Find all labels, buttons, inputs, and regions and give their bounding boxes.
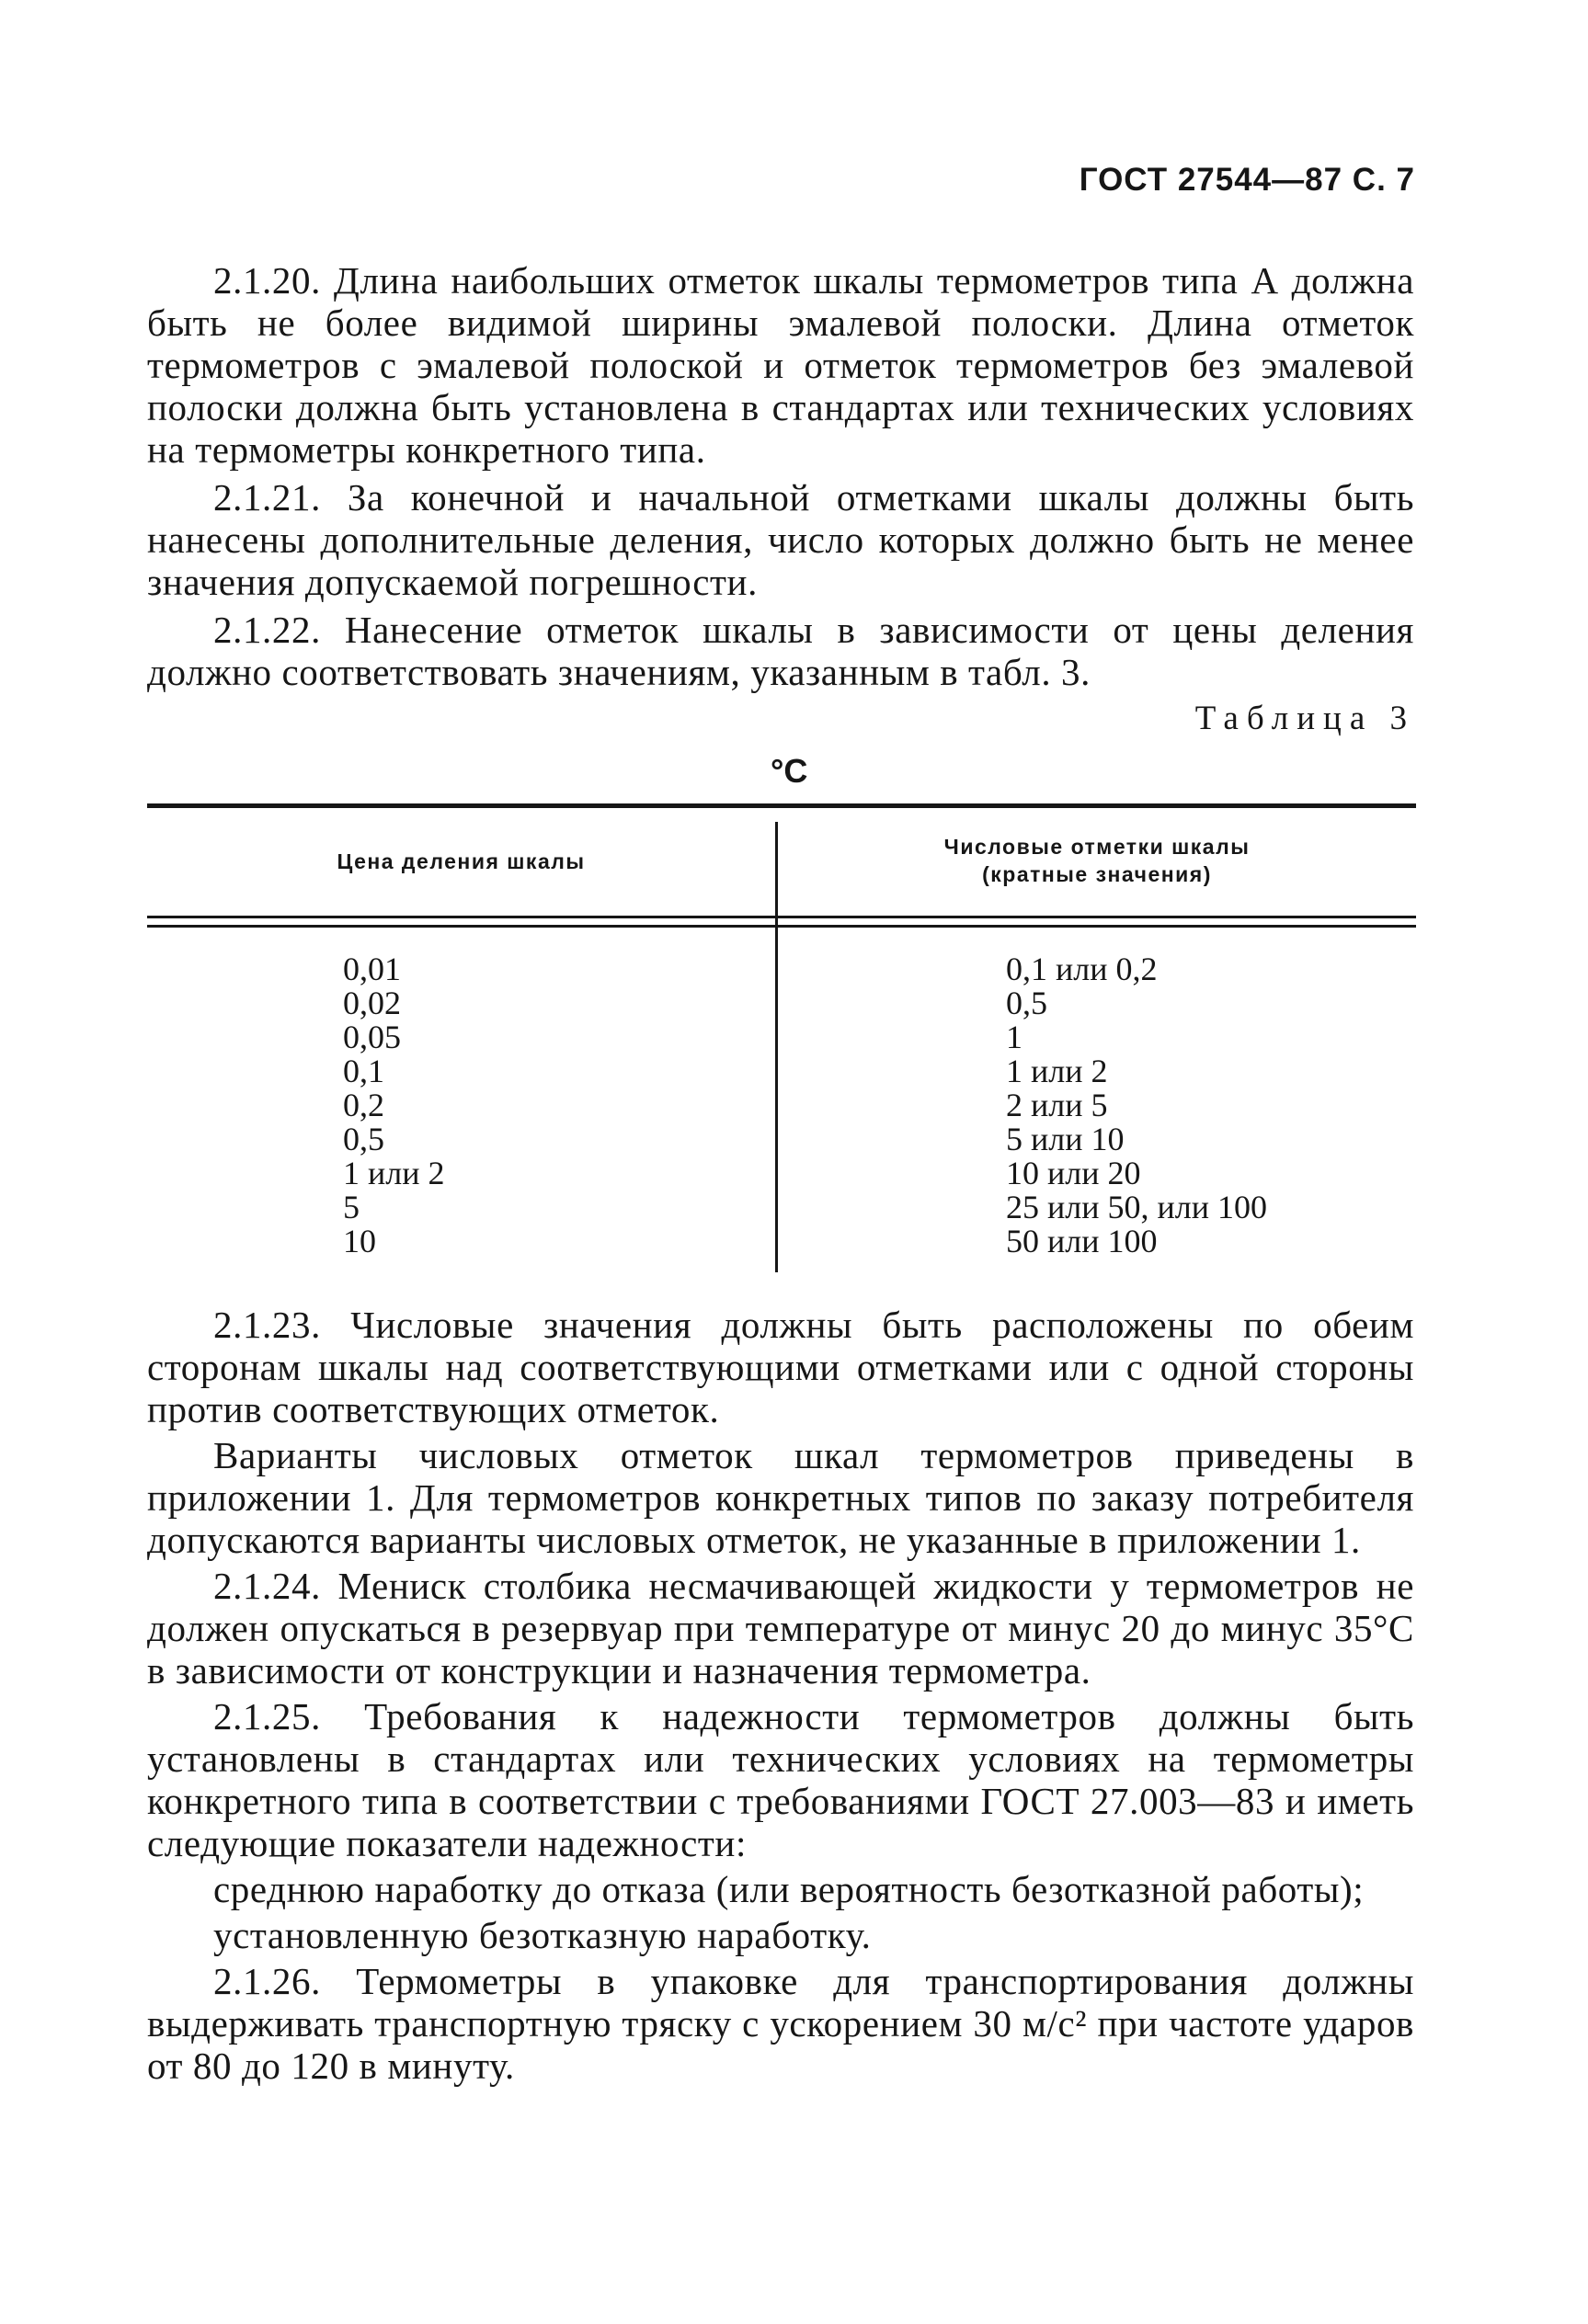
text-block-top (147, 259, 1414, 699)
table-cell: 5 (343, 1189, 360, 1225)
table-cell: 10 или 20 (1006, 1155, 1141, 1191)
table-cell: 0,01 (343, 951, 401, 987)
table-header-marks (778, 833, 1416, 888)
table-header-division: Цена деления шкалы (337, 849, 586, 873)
table-cell: 0,5 (343, 1121, 384, 1157)
paragraph-2-1-21: 2.1.21. За конечной и начальной отметками шкалы должны быть нанесены дополнительные деления, число которых должно быть не менее значения допускаемой погрешности. (147, 476, 1414, 603)
table-cell: 1 или 2 (1006, 1053, 1108, 1089)
table-cell: 1 или 2 (343, 1155, 445, 1191)
paragraph-list-item-2: установленную безотказную наработку. (213, 1914, 872, 1956)
paragraph-2-1-26: 2.1.26. Термометры в упаковке для транспортирования должны выдерживать транспортную тряску с ускорением 30 м/с² при частоте ударов от 80 до 120 в минуту. (147, 1960, 1414, 2087)
table-cell: 0,1 (343, 1053, 384, 1089)
table-cell: 25 или 50, или 100 (1006, 1189, 1267, 1225)
table-top-rule (147, 803, 1416, 808)
paragraph-2-1-20: 2.1.20. Длина наибольших отметок шкалы термометров типа А должна быть не более видимой ширины эмалевой полоски. Длина отметок термометров с эмалевой полоской и отметок термометров без эмалевой полоски должна быть установлена в стандартах или технических условиях на термометры конкретного типа. (147, 259, 1414, 471)
table-cell: 50 или 100 (1006, 1223, 1158, 1259)
table-cell: 10 (343, 1223, 376, 1259)
paragraph-2-1-23: 2.1.23. Числовые значения должны быть расположены по обеим сторонам шкалы над соответствующими отметками или с одной стороны против соответствующих отметок. (147, 1304, 1414, 1430)
table-cell: 0,02 (343, 985, 401, 1021)
table-cell: 0,5 (1006, 985, 1047, 1021)
table-unit: °C (771, 752, 808, 790)
table-column-marks (1006, 952, 1267, 1259)
paragraph-2-1-25: 2.1.25. Требования к надежности термометров должны быть установлены в стандартах или технических условиях на термометры конкретного типа в соответствии с требованиями ГОСТ 27.003—83 и иметь следующие показатели надежности: (147, 1695, 1414, 1864)
text-block-bottom (147, 1304, 1414, 2090)
paragraph-list-item-1: среднюю наработку до отказа (или вероятность безотказной работы); (213, 1868, 1365, 1910)
table-cell: 5 или 10 (1006, 1121, 1125, 1157)
page-header: ГОСТ 27544—87 С. 7 (1079, 162, 1415, 198)
table-3 (147, 803, 1416, 1282)
table-caption: Таблица 3 (1194, 700, 1415, 737)
paragraph-variants: Варианты числовых отметок шкал термометров приведены в приложении 1. Для термометров конкретных типов по заказу потребителя допускаются варианты числовых отметок, не указанные в приложении 1. (147, 1434, 1414, 1561)
paragraph-2-1-22: 2.1.22. Нанесение отметок шкалы в зависимости от цены деления должно соответствовать значениям, указанным в табл. 3. (147, 609, 1414, 693)
table-cell: 0,1 или 0,2 (1006, 951, 1158, 987)
table-header-rule (147, 916, 1416, 928)
paragraph-2-1-24: 2.1.24. Мениск столбика несмачивающей жидкости у термометров не должен опускаться в резервуар при температуре от минус 20 до минус 35°C в зависимости от конструкции и назначения термометра. (147, 1565, 1414, 1692)
table-cell: 2 или 5 (1006, 1087, 1108, 1123)
table-cell: 0,05 (343, 1019, 401, 1055)
table-column-divider (775, 822, 778, 1272)
table-cell: 1 (1006, 1019, 1022, 1055)
table-header-marks-text: Числовые отметки шкалы (кратные значения) (943, 835, 1251, 886)
table-column-division (343, 952, 445, 1259)
table-cell: 0,2 (343, 1087, 384, 1123)
